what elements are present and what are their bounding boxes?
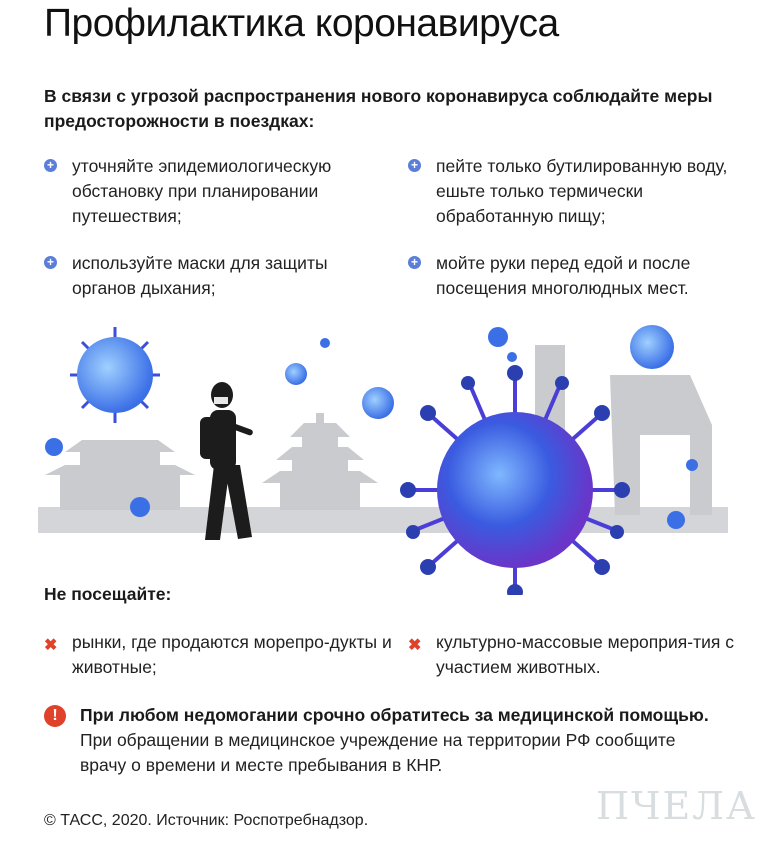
dont-title: Не посещайте: [44,584,172,604]
do-item-text: используйте маски для защиты органов дыхания; [72,253,328,298]
plus-icon: + [44,256,57,269]
do-item [44,154,392,229]
exclamation-icon: ! [44,705,66,727]
do-item-text: мойте руки перед едой и после посещения многолюдных мест. [436,253,691,298]
plus-icon: + [408,256,421,269]
virus-medium-icon [70,327,160,423]
temple-left-icon [45,440,195,510]
mask-icon [214,397,228,404]
do-item [408,154,756,229]
dont-item-text: рынки, где продаются морепро-дукты и животные; [72,632,392,677]
watermark-logo: ПЧЕЛА [596,784,757,828]
pagoda-icon [262,413,378,510]
do-item-text: уточняйте эпидемиологическую обстановку при планировании путешествия; [72,156,332,226]
plus-icon: + [408,159,421,172]
cross-icon: ✖ [44,637,58,654]
virus-large-icon [400,365,630,595]
cross-icon: ✖ [408,637,422,654]
do-item [408,251,756,301]
alert-headline: При любом недомогании срочно обратитесь за медицинской помощью. [80,705,709,725]
dont-item [408,630,766,680]
intro-text: В связи с угрозой распространения нового коронавируса соблюдайте меры предосторожности в поездках: [44,86,713,131]
plus-icon: + [44,159,57,172]
footer-credit: © ТАСС, 2020. Источник: Роспотребнадзор. [44,812,369,829]
do-item-text: пейте только бутилированную воду, ешьте только термически обработанную пищу; [436,156,728,226]
do-item [44,251,392,301]
alert-text: При обращении в медицинское учреждение на территории РФ сообщите врачу о времени и месте пребывания в КНР. [80,730,676,775]
page-title: Профилактика коронавируса [44,2,559,45]
dont-item [44,630,392,680]
illustration [0,315,770,595]
dont-item-text: культурно-массовые мероприя-тия с участием животных. [436,632,734,677]
